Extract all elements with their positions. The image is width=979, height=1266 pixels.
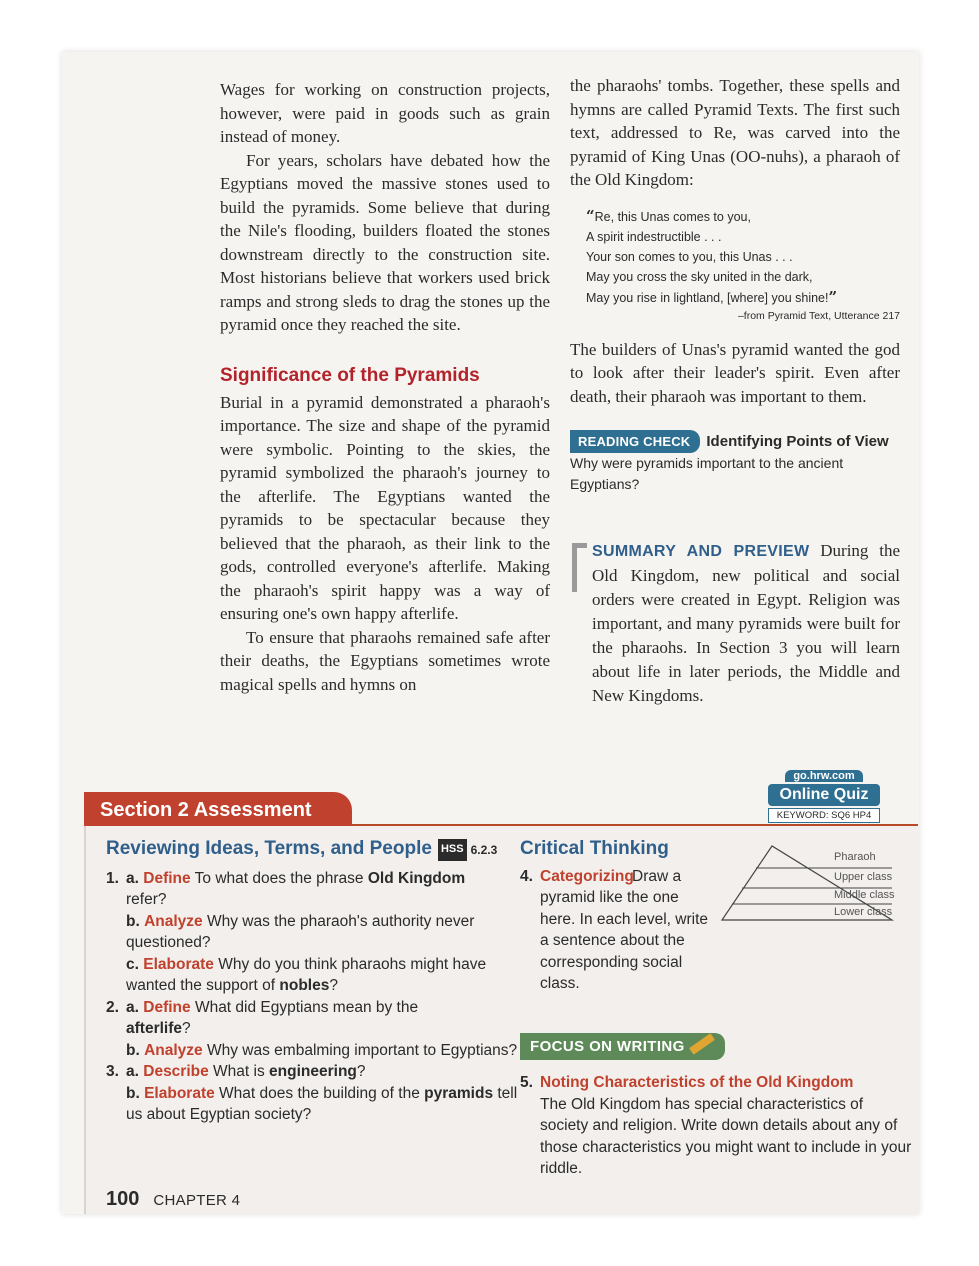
quiz-keyword: KEYWORD: SQ6 HP4 <box>768 808 880 823</box>
social-pyramid-diagram <box>716 842 896 926</box>
close-quote-mark: ” <box>828 287 838 306</box>
paragraph-builders: The builders of Unas's pyramid wanted the god to look after their leader's spirit. Even after death, their pharaoh was important to them. <box>570 339 900 406</box>
page-footer <box>106 1188 240 1211</box>
critical-thinking-section <box>520 838 912 1180</box>
question-2b: b. Analyze Why was embalming important to Egyptians? <box>126 1041 518 1059</box>
assessment-header-bar <box>84 792 918 827</box>
hss-standard: 6.2.3 <box>470 843 498 857</box>
reviewing-section <box>106 838 526 1126</box>
quote-line: A spirit indestructible . . . <box>586 229 722 244</box>
pyramid-level-label: Middle class <box>834 889 895 901</box>
critical-thinking-heading: Critical Thinking <box>520 838 669 859</box>
pencil-icon <box>689 1033 715 1054</box>
assessment-body <box>84 826 919 1214</box>
quote-line: Your son comes to you, this Unas . . . <box>586 249 793 264</box>
reading-check <box>570 430 900 495</box>
question-5: 5. Noting Characteristics of the Old Kingdom The Old Kingdom has special characteristics of society and religion. Write down details about any of those characteristics you might want to include in your riddle. <box>520 1074 912 1177</box>
quiz-url[interactable]: go.hrw.com <box>785 770 862 782</box>
question-1b: b. Analyze Why was the pharaoh's authority never questioned? <box>126 912 475 951</box>
left-column <box>220 78 550 696</box>
hss-badge: HSS <box>438 839 467 861</box>
section-heading-significance: Significance of the Pyramids <box>220 364 480 386</box>
quote-line: May you rise in lightland, [where] you shine!” <box>586 287 838 306</box>
focus-on-writing-badge: FOCUS ON WRITING <box>520 1033 725 1061</box>
textbook-page <box>62 52 919 1214</box>
pyramid-text-quote <box>586 206 900 326</box>
question-4-text: Draw a pyramid like the one here. In each level, write a sentence about the corresponding social class. <box>540 867 709 992</box>
pyramid-level-label: Pharaoh <box>834 851 876 863</box>
summary-and-preview <box>570 539 900 708</box>
question-1c: c. Elaborate Why do you think pharaohs might have wanted the support of nobles? <box>126 955 487 994</box>
reading-check-badge: READING CHECK <box>570 430 700 453</box>
quote-source: –from Pyramid Text, Utterance 217 <box>737 309 900 322</box>
assessment-title: Section 2 Assessment <box>84 792 352 828</box>
chapter-label: CHAPTER 4 <box>153 1192 241 1209</box>
right-column <box>570 74 900 708</box>
quote-line: “Re, this Unas comes to you, <box>586 206 751 225</box>
summary-label: SUMMARY AND PREVIEW <box>592 543 810 560</box>
question-2a: 2. a. Define What did Egyptians mean by the afterlife? <box>106 998 419 1037</box>
quiz-title[interactable]: Online Quiz <box>768 784 880 806</box>
paragraph-moving-stones: For years, scholars have debated how the Egyptians moved the massive stones used to build the pyramids. Some believe that during the Nile's flooding, builders floated the stones downstream directly to the construction site. Most historians believe that workers used brick ramps and strong sleds to drag the stones up the pyramid once they reached the site. <box>220 150 550 334</box>
paragraph-spells: To ensure that pharaohs remained safe after their deaths, the Egyptians sometimes wrote magical spells and hymns on <box>220 627 550 694</box>
summary-text: During the Old Kingdom, new political and social orders were created in Egypt. Religion was important, and many pyramids were built for the pharaohs. In Section 3 you will learn about life in later periods, the Middle and New Kingdoms. <box>592 541 901 705</box>
question-1a: 1. a. Define To what does the phrase Old Kingdom refer? <box>106 869 466 908</box>
paragraph-pyramid-texts: the pharaohs' tombs. Together, these spells and hymns are called Pyramid Texts. The first such text, addressed to Re, was carved into the pyramid of King Unas (OO-nuhs), a pharaoh of the Old Kingdom: <box>570 76 900 189</box>
pyramid-level-label: Lower class <box>834 906 893 918</box>
reviewing-heading: Reviewing Ideas, Terms, and People HSS 6.2.3 <box>106 838 498 859</box>
paragraph-wages: Wages for working on construction projects, however, were paid in goods such as grain instead of money. <box>220 80 550 146</box>
reading-check-question: Why were pyramids important to the ancient Egyptians? <box>570 455 844 492</box>
question-3b: b. Elaborate What does the building of the pyramids tell us about Egyptian society? <box>126 1084 518 1123</box>
summary-bracket <box>572 543 587 592</box>
page-number: 100 <box>106 1188 140 1210</box>
question-3a: 3. a. Describe What is engineering? <box>106 1063 366 1080</box>
reading-check-title: Identifying Points of View <box>706 433 889 450</box>
question-4: 4. Categorizing Draw a pyramid like the one here. In each level, write a sentence about the corresponding social class. <box>520 866 912 995</box>
open-quote-mark: “ <box>586 206 595 225</box>
paragraph-significance: Burial in a pyramid demonstrated a pharaoh's importance. The size and shape of the pyramid were symbolic. Pointing to the skies, the pyramid symbolized the pharaoh's journey to the afterlife. The Egyptians wanted the pyramids to be spectacular because they believed that the pharaoh, as their link to the gods, controlled everyone's afterlife. Making the pharaoh's spirit happy was a way of ensuring one's own happy afterlife. <box>220 392 550 623</box>
quote-line: May you cross the sky united in the dark, <box>586 269 813 284</box>
pyramid-level-label: Upper class <box>834 871 893 883</box>
